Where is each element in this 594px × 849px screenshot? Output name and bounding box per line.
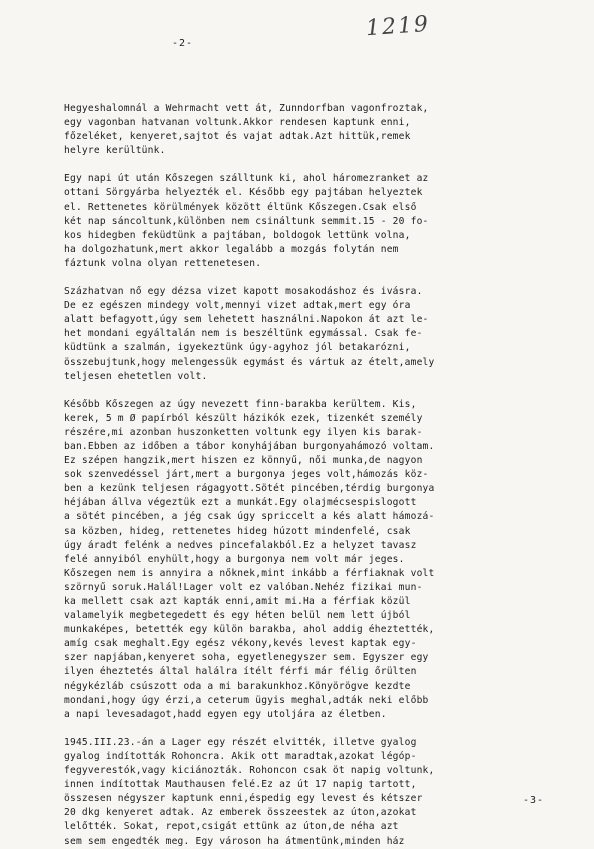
text-line: ottani Sörgyárba helyezték el. Később egy pajtában helyeztek [64,187,423,199]
text-line: részére,mi azonban huszonketten voltunk egy ilyen kis barak- [64,426,423,438]
text-line: gyalog indították Rohoncra. Akik ott maradtak,azokat légóp- [64,750,417,762]
text-line: Később Kőszegen az úgy nevezett finn-barakba kerültem. Kis, [64,398,417,410]
paragraph [64,398,534,722]
text-line: szer napjában,kenyeret soha, egyetlenegyszer sem. Egyszer egy [64,652,429,664]
text-line: De ez egészen mindegy volt,mennyi vizet adtak,mert egy óra [64,300,411,312]
text-line: lelőtték. Sokat, repot,csigát ettünk az úton,de néha azt [64,821,399,833]
text-line: felé annyiból enyhült,hogy a burgonya nem volt már jeges. [64,553,405,565]
text-line: ban.Ebben az időben a tábor konyhájában burgonyahámozó voltam. [64,440,435,452]
text-line: el. Rettenetes körülmények között éltünk Kőszegen.Csak első [64,201,417,213]
text-line: sa közben, hideg, rettenetes hideg húzott mindenfelé, csak [64,525,411,537]
text-line: het mondani egyáltalán nem is beszéltünk egymással. Csak fe- [64,328,423,340]
text-line: teljesen ehetetlen volt. [64,370,208,382]
handwritten-page-number: 1219 [365,11,431,42]
text-line: négykézláb csúszott oda a mi barakunkhoz.Könyörögve kezdte [64,680,411,692]
paragraph-gap [64,158,534,172]
text-line: sem sem engedték meg. Egy városon ha átmentünk,minden ház [64,835,405,847]
paragraph-gap [64,384,534,398]
paragraph-gap [64,722,534,736]
text-line: ben a kezünk teljesen rágagyott.Sötét pincében,térdig burgonya [64,483,435,495]
text-line: alatt befagyott,úgy sem lehetett használni.Napokon át azt le- [64,314,429,326]
text-line: kerek, 5 m Ø papírból készült házikók ezek, tizenkét személy [64,412,423,424]
text-line: ka mellett csak azt kapták enni,amit mi.Ha a férfiak közül [64,596,411,607]
text-line: főzeléket, kenyeret,sajtot és vajat adtak.Azt hittük,remek [64,131,411,143]
text-line: fegyverestók,vagy kiciánozták. Rohoncon csak öt napig voltunk, [64,765,435,777]
text-line: Hegyeshalomnál a Wehrmacht vett át, Zunndorfban vagonfroztak, [64,103,429,114]
text-line: egy vagonban hatvanan voltunk.Akkor rendesen kaptunk enni, [64,117,411,129]
text-line: a sötét pincében, a jég csak úgy spriccelt a kés alatt hámozá- [64,511,435,523]
text-line: 1945.III.23.-án a Lager egy részét elvitték, illetve gyalog [64,736,417,748]
text-line: Kőszegen nem is annyira a nőknek,mint inkább a férfiaknak volt [64,567,435,579]
text-line: ilyen éheztetés által halálra ítélt férfi már félig őrülten [64,666,417,678]
page-number-bottom: -3- [523,795,545,806]
text-line: úgy áradt felénk a nedves pincefalakból.Ez a helyzet tavasz [64,539,417,551]
text-line: két nap sáncoltunk,különben nem csináltunk semmit.15 - 20 fo- [64,215,429,227]
page-number-top: -2- [172,38,194,49]
text-line: sok szenvedéssel járt,mert a burgonya jeges volt,hámozás köz- [64,469,429,481]
text-line: küdtünk a szalmán, igyekeztünk úgy-agyhoz jól betakarózni, [64,342,411,354]
text-line: összebujtunk,hogy melengessük egymást és vártuk az ételt,amely [64,356,435,368]
text-line: mondani,hogy úgy érzi,a ceterum ügyis meghal,adták neki előbb [64,694,429,706]
paragraph [64,285,534,384]
text-line: valamelyik megbetegedett és egy héten belül nem lett újból [64,610,411,622]
text-line: munkaképes, betették egy külön barakba, ahol addig éheztették, [64,624,435,636]
text-line: amíg csak meghalt.Egy egész vékony,kevés levest kaptak egy- [64,638,417,650]
paragraph [64,102,534,158]
text-line: 20 dkg kenyeret adtak. Az emberek összeestek az úton,azokat [64,807,417,819]
paragraph [64,736,534,849]
text-line: helyre kerültünk. [64,145,166,157]
text-line: héjában állva végeztük ezt a munkát.Egy olajmécsespislogott [64,497,417,509]
text-line: kos hidegben feküdtünk a pajtában, boldogok lettünk volna, [64,229,411,241]
text-line: innen indítottak Mauthausen felé.Ez az út 17 napig tartott, [64,779,417,791]
text-line: Százhatvan nő egy dézsa vizet kapott mosakodáshoz és ivásra. [64,286,423,298]
text-line: ha dolgozhatunk,mert akkor legalább a mozgás folytán nem [64,243,399,255]
text-line: Ez szépen hangzik,mert hiszen ez könnyű, női munka,de nagyon [64,455,423,467]
text-line: szörnyű soruk.Halál!Lager volt ez valóban.Nehéz fizikai mun- [64,581,423,593]
text-line: a napi levesadagot,hadd egyen egy utoljára az életben. [64,708,387,720]
paragraph-gap [64,271,534,285]
text-line: fáztunk volna olyan rettenetesen. [64,257,262,269]
document-body [64,102,534,849]
text-line: Egy napi út után Kőszegen szálltunk ki, ahol háromezranket az [64,173,429,185]
paragraph [64,172,534,271]
text-line: összesen négyszer kaptunk enni,éspedig egy levest és kétszer [64,793,423,805]
